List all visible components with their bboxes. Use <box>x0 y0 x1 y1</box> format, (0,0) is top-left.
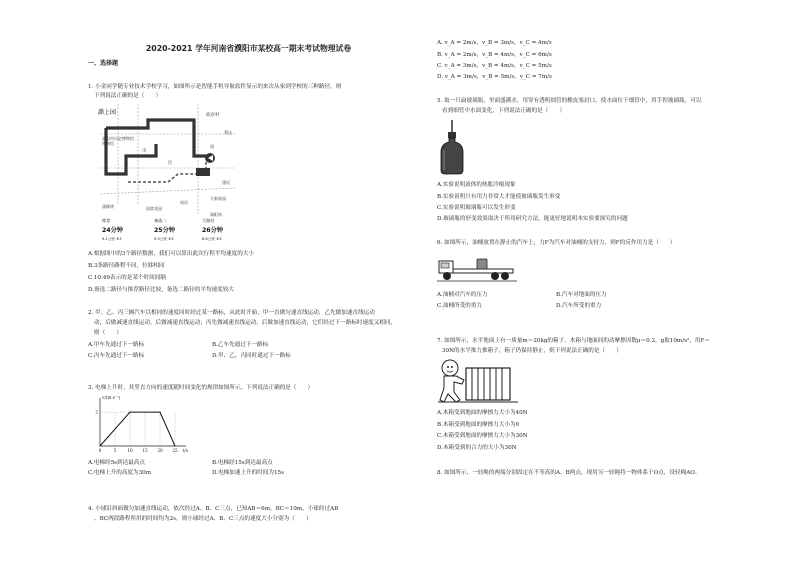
route-name-2: 备选二 <box>154 218 167 223</box>
map-label-build: 建设 <box>222 180 230 185</box>
q5-option-b: B.实验说明只有用力非常大才能使玻璃瓶发生形变 <box>437 194 561 200</box>
q2-option-a: A.甲车先通过下一路标 <box>88 342 145 348</box>
q4-stem-line2: 、BC两段路程所用的时间均为2s，则小球经过A、B、C三点的速度大小分别为（ ） <box>94 516 312 522</box>
q4-stem-line1: 4. 小球沿斜面做匀加速直线运动，依次经过A、B、C三点，已知AB＝6m，BC＝10m，小球经过AB <box>88 506 339 512</box>
glass-bottle-icon <box>438 120 466 176</box>
truck-figure <box>437 253 517 283</box>
navigation-map <box>98 104 238 246</box>
q5-option-d: D.玻璃瓶的形变效果取决于所用研究方法，能更好地说明本实验要探究的问题 <box>437 216 628 222</box>
data-point-1 <box>130 412 131 413</box>
q1-option-d: D.备选二路径与推荐路径比较，备选二路径的平均速度较大 <box>88 287 234 293</box>
q5-stem-line1: 5. 取一只扁玻璃瓶，里面盛满水，用穿有透明细管的橡皮塞封口，使水面位于细管中，用手捏玻璃瓶，可以 <box>437 98 702 104</box>
map-label-village: 政府村 <box>206 113 220 118</box>
q7-option-a: A.木箱受到地面的摩擦力大小为40N <box>437 410 528 416</box>
y-axis-label: v/(m·s⁻¹) <box>102 395 121 400</box>
route-detail-2: 9.3公里 ⑥3 <box>154 237 174 241</box>
q2-stem-line2: 动，后做减速直线运动，后做减速直线运动；丙先做减速直线运动，后做加速直线运动，它们经过下一路标时速度又相同， <box>94 320 397 326</box>
q1-option-c: C.10:49表示的是某个时间间隔 <box>88 275 166 281</box>
q6-option-b: B.汽车对地面的压力 <box>556 292 607 298</box>
truck-with-barrel-icon <box>437 253 517 283</box>
map-label-museum2: 博物馆 <box>102 141 114 146</box>
q1-stem-line1: 1. 小金同学随专业技术学校学习，如图所示是智能手机导航软件显示的来次从家到学校的三种路径，则 <box>88 84 342 90</box>
q3-option-b: B.电梯经15s到达最高点 <box>212 460 273 466</box>
route-name-3: 大路径 <box>202 218 215 223</box>
velocity-time-chart <box>90 394 190 456</box>
map-label-station: 站 <box>210 145 215 150</box>
q7-option-d: D.木箱受到的合力的大小为30N <box>437 445 517 451</box>
x-tick-label-0: 0 <box>98 448 102 453</box>
data-point-2 <box>160 412 161 413</box>
q5-stem-line2: 看到细管中水面变化，下列说法正确的是（ ） <box>442 108 566 114</box>
q3-option-a: A.电梯经5s到达最高点 <box>88 460 145 466</box>
q6-option-a: A.油桶对汽车的压力 <box>437 292 488 298</box>
q3-stem: 3. 电梯上升时，其竖直方向的速度随时间变化的规律如图所示，下列说法正确的是（ ） <box>88 385 314 391</box>
map-label-museum: 濮阳市历史博物馆 <box>102 136 134 141</box>
destination-label-box <box>196 168 210 176</box>
x-axis-label: t/s <box>182 448 188 453</box>
map-label-garden: 国富花园 <box>146 206 162 211</box>
series-line <box>100 412 175 446</box>
q4-option-c: C. v_A = 3m/s，v_B = 4m/s，v_C = 5m/s <box>437 63 552 69</box>
map-label-south: 南居 <box>180 200 188 205</box>
q1-option-a: A.根据图中的3个路径数据，我们可以算出此次行程平均速度的大小 <box>88 251 255 257</box>
pushing-box-figure <box>438 358 518 404</box>
q6-stem: 6. 如图所示，油桶放置在静止的汽车上，力F为汽车对油桶的支持力，则F的反作用力是（ ） <box>437 240 676 246</box>
velocity-time-svg <box>90 394 190 456</box>
section-heading: 一、选择题 <box>88 60 119 67</box>
q2-option-d: D.甲、乙、丙同时通过下一路标 <box>212 353 291 359</box>
map-label-newhome: 大新家园 <box>210 196 226 201</box>
map-label-hunan: 湖阳南 <box>210 212 222 217</box>
q7-stem-line1: 7. 如图所示，水平地面上有一质量m＝20kg的箱子，木箱与地面间的动摩擦因数μ＝0.2，g取10m/s²，用F＝ <box>437 338 710 344</box>
q3-option-c: C.电梯上升的高度为30m <box>88 470 152 476</box>
q2-stem-line1: 2. 甲、乙、丙三辆汽车以相同的速度同时经过某一路标，从此时开始，甲一直做匀速直线运动，乙先做加速直线运动 <box>88 310 375 316</box>
q8-stem: 8. 如图所示，一轻绳的两端分别固定在不等高的A、B两点，现用另一轻绳将一物体系于O点，设轻绳AO、 <box>437 470 701 476</box>
q4-option-d: D. v_A = 3m/s，v_B = 5m/s，v_C = 7m/s <box>437 74 552 80</box>
q5-option-a: A.实验说明液体的热胀冷缩现象 <box>437 182 516 188</box>
q2-option-b: B.乙车先通过下一路标 <box>212 342 269 348</box>
q2-stem-line3: 则（ ） <box>94 330 122 336</box>
q1-option-b: B.3条路径路程不同，位移相同 <box>88 263 165 269</box>
bottle-figure <box>438 120 466 176</box>
route-time-2: 25分钟 <box>154 227 175 234</box>
q4-option-b: B. v_A = 2m/s，v_B = 4m/s，v_C = 6m/s <box>437 52 552 58</box>
route-time-1: 24分钟 <box>102 227 123 234</box>
x-tick-label-1: 5 <box>113 448 117 453</box>
page-title: 2020-2021 学年河南省濮阳市某校高一期末考试物理试卷 <box>145 44 352 53</box>
q5-option-c: C.实验说明玻璃瓶可以发生形变 <box>437 205 516 211</box>
q7-option-c: C.木箱受到地面的摩擦力大小为30N <box>437 433 528 439</box>
route-detail-1: 9.1公里 ⑥3 <box>102 237 122 241</box>
q6-option-d: D.汽车所受的重力 <box>556 303 602 309</box>
q3-option-d: D.电梯加速上升的时间为15s <box>212 470 284 476</box>
map-label-bay: 蒲柳湾 <box>102 204 114 209</box>
x-tick-label-5: 25 <box>172 448 178 453</box>
x-tick-label-4: 20 <box>157 448 163 453</box>
q4-option-a: A. v_A = 2m/s，v_B = 3m/s，v_C = 4m/s <box>437 40 552 46</box>
data-point-3 <box>175 446 176 447</box>
q1-stem-line2: 下列说法正确的是（ ） <box>94 93 162 99</box>
map-label-lida: 利达 <box>224 130 232 135</box>
map-label-city: 市 <box>142 149 147 154</box>
q7-option-b: B.木箱受到地面的摩擦力大小为0 <box>437 422 520 428</box>
map-label-origin: 潞上园 <box>98 109 117 116</box>
map-label-district: 区 <box>168 161 173 166</box>
data-point-0 <box>100 446 101 447</box>
person-pushing-crate-icon <box>438 358 518 404</box>
q6-option-c: C.油桶所受的重力 <box>437 303 483 309</box>
y-tick-label-0: 2 <box>95 409 98 415</box>
x-tick-label-3: 15 <box>142 448 148 453</box>
oil-barrel-icon <box>477 259 487 269</box>
navigation-map-figure <box>98 104 238 246</box>
crate-icon <box>466 368 510 400</box>
q2-option-c: C.丙车先通过下一路标 <box>88 353 145 359</box>
route-detail-3: 8.6公里 ⑥3 <box>202 237 222 241</box>
route-time-3: 26分钟 <box>202 227 223 234</box>
q7-stem-line2: 30N的水平推力推箱子，箱子仍保持静止，则下列说法正确的是（ ） <box>442 348 622 354</box>
x-tick-label-2: 10 <box>127 448 133 453</box>
route-name-1: 推荐 <box>102 218 111 223</box>
